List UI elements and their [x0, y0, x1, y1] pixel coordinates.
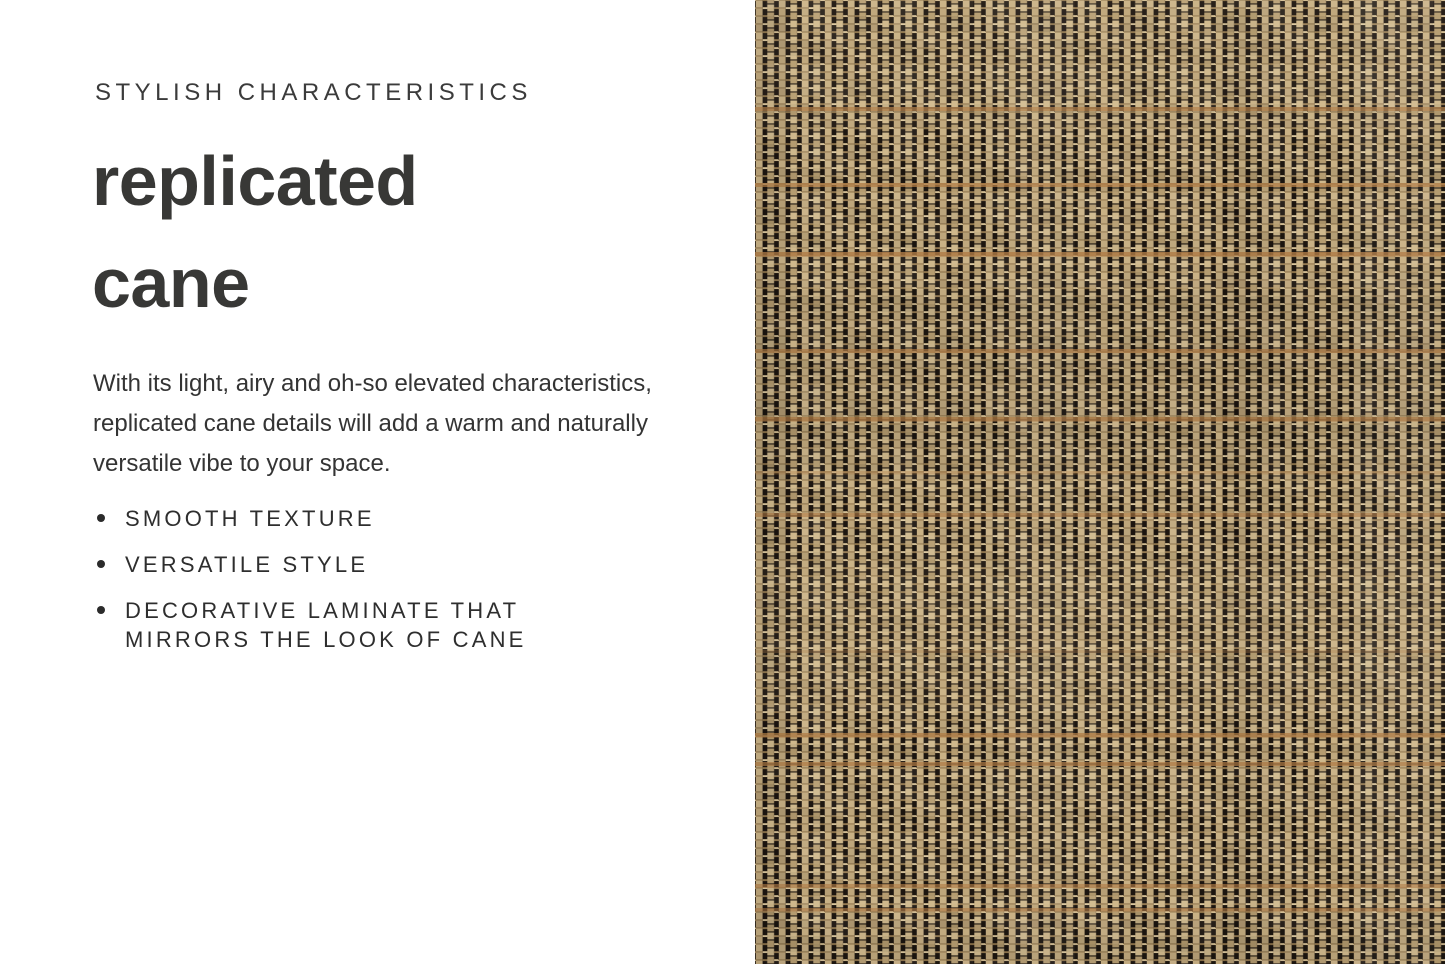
list-item [95, 550, 540, 579]
eyebrow-label: STYLISH CHARACTERISTICS [95, 79, 532, 106]
list-item [95, 596, 540, 654]
bullet-icon [97, 514, 105, 522]
list-item [95, 504, 540, 533]
bullet-icon [97, 606, 105, 614]
feature-list [95, 504, 555, 671]
description-text: With its light, airy and oh-so elevated characteristics, replicated cane details will add a warm and naturally versatile vibe to your space. [93, 370, 652, 477]
cane-weave-graphic [755, 0, 1445, 964]
bullet-icon [97, 560, 105, 568]
cane-texture-image [755, 0, 1445, 964]
list-item-label: SMOOTH TEXTURE [125, 506, 375, 531]
list-item-label: DECORATIVE LAMINATE THAT MIRRORS THE LOOK OF CANE [125, 598, 527, 652]
page-title: replicated cane [92, 142, 418, 322]
list-item-label: VERSATILE STYLE [125, 552, 369, 577]
